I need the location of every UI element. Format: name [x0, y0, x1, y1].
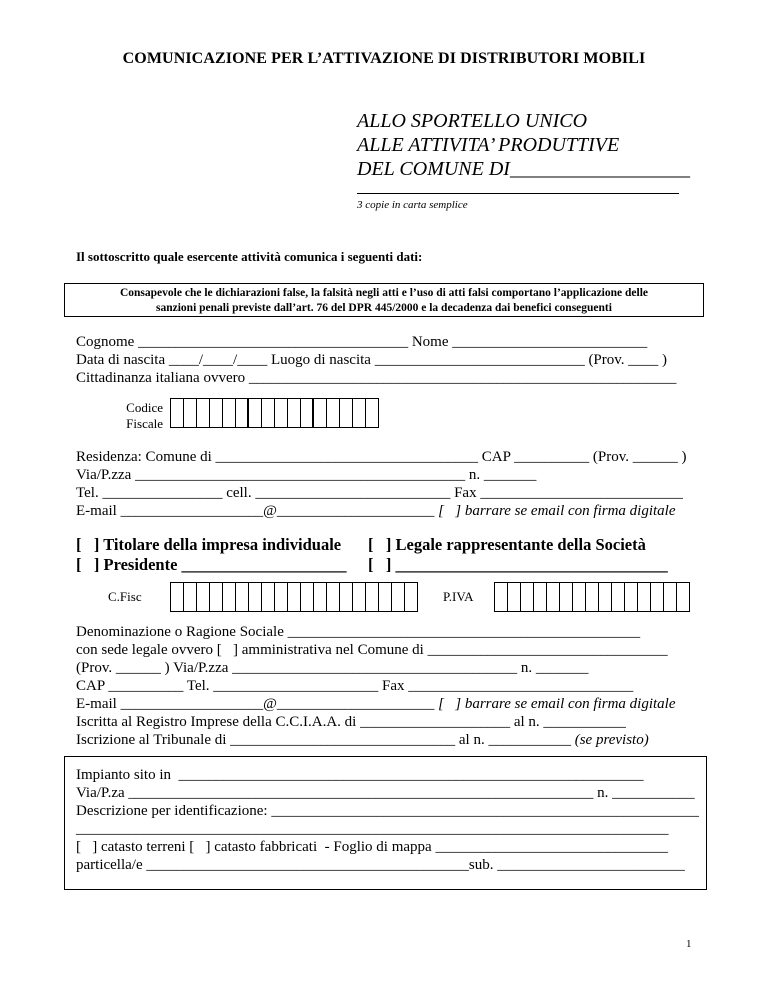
- role-other-checkbox[interactable]: [ ] _________________________________: [368, 555, 668, 574]
- chamber-registration-field[interactable]: Iscritta al Registro Imprese della C.C.I.A.A. di ____________________ al n. ___________: [76, 714, 626, 730]
- character-cell[interactable]: [171, 582, 184, 612]
- vat-cells[interactable]: [494, 582, 690, 612]
- character-cell[interactable]: [236, 398, 249, 428]
- birth-data-field[interactable]: Data di nascita ____/____/____ Luogo di nascita ____________________________ (Prov. ____ ): [76, 352, 668, 368]
- tax-code-label-1: Codice: [126, 400, 163, 415]
- character-cell[interactable]: [379, 582, 392, 612]
- character-cell[interactable]: [249, 398, 262, 428]
- company-seat-field[interactable]: con sede legale ovvero [ ] amministrativa nel Comune di ________________________________: [76, 642, 668, 658]
- character-cell[interactable]: [275, 582, 288, 612]
- company-street-field[interactable]: (Prov. ______ ) Via/P.zza ______________________________________ n. _______: [76, 660, 589, 676]
- character-cell[interactable]: [638, 582, 651, 612]
- plant-description-field[interactable]: Descrizione per identificazione: _________________________________________________________: [76, 803, 699, 819]
- character-cell[interactable]: [495, 582, 508, 612]
- residence-digital-signature-checkbox[interactable]: [ ] barrare se email con firma digitale: [438, 503, 676, 519]
- character-cell[interactable]: [353, 582, 366, 612]
- character-cell[interactable]: [275, 398, 288, 428]
- surname-name-field[interactable]: Cognome ____________________________________ Nome __________________________: [76, 334, 648, 350]
- character-cell[interactable]: [236, 582, 249, 612]
- vat-label: P.IVA: [443, 589, 474, 604]
- character-cell[interactable]: [210, 398, 223, 428]
- character-cell[interactable]: [340, 398, 353, 428]
- character-cell[interactable]: [521, 582, 534, 612]
- tax-code-cells[interactable]: [170, 398, 379, 428]
- character-cell[interactable]: [197, 582, 210, 612]
- character-cell[interactable]: [366, 398, 379, 428]
- character-cell[interactable]: [327, 398, 340, 428]
- warning-line-2: sanzioni penali previste dall’art. 76 del DPR 445/2000 e la decadenza dai benefici conseguenti: [156, 302, 612, 314]
- company-email-blank[interactable]: E-mail ___________________@_____________________: [76, 696, 439, 712]
- citizenship-field[interactable]: Cittadinanza italiana ovvero _________________________________________________________: [76, 370, 677, 386]
- role-president-checkbox[interactable]: [ ] Presidente ____________________: [76, 555, 347, 574]
- court-registration-field[interactable]: [76, 732, 649, 749]
- character-cell[interactable]: [249, 582, 262, 612]
- plant-site-field[interactable]: Impianto sito in ______________________________________________________________: [76, 767, 644, 783]
- residence-email-field[interactable]: [76, 503, 676, 520]
- parcel-field[interactable]: particella/e ___________________________________________sub. _________________________: [76, 857, 685, 873]
- addressee-line-3[interactable]: DEL COMUNE DI__________________: [357, 158, 690, 180]
- character-cell[interactable]: [223, 582, 236, 612]
- warning-box: [64, 283, 704, 317]
- residence-phone-field[interactable]: Tel. ________________ cell. __________________________ Fax ___________________________: [76, 485, 683, 501]
- character-cell[interactable]: [197, 398, 210, 428]
- character-cell[interactable]: [664, 582, 677, 612]
- court-registration-note: (se previsto): [574, 732, 649, 748]
- court-registration-blank[interactable]: Iscrizione al Tribunale di ______________________________ al n. ___________: [76, 732, 575, 748]
- company-email-field[interactable]: [76, 696, 676, 713]
- warning-line-1: Consapevole che le dichiarazioni false, la falsità negli atti e l’uso di atti falsi comportano l’applicazione delle: [119, 287, 648, 299]
- character-cell[interactable]: [262, 398, 275, 428]
- role-sole-owner-checkbox[interactable]: [ ] Titolare della impresa individuale: [76, 535, 342, 554]
- copies-note: 3 copie in carta semplice: [357, 199, 468, 211]
- role-legal-representative-checkbox[interactable]: [ ] Legale rappresentante della Società: [368, 535, 646, 554]
- character-cell[interactable]: [392, 582, 405, 612]
- character-cell[interactable]: [534, 582, 547, 612]
- company-phone-field[interactable]: CAP __________ Tel. ______________________ Fax ______________________________: [76, 678, 634, 694]
- character-cell[interactable]: [301, 398, 314, 428]
- character-cell[interactable]: [612, 582, 625, 612]
- character-cell[interactable]: [262, 582, 275, 612]
- character-cell[interactable]: [651, 582, 664, 612]
- addressee-rule[interactable]: [357, 193, 679, 194]
- character-cell[interactable]: [314, 398, 327, 428]
- residence-municipality-field[interactable]: Residenza: Comune di ___________________________________ CAP __________ (Prov. ______ ): [76, 449, 687, 465]
- document-title: COMUNICAZIONE PER L’ATTIVAZIONE DI DISTRIBUTORI MOBILI: [122, 50, 646, 67]
- addressee-line-1: ALLO SPORTELLO UNICO: [357, 110, 588, 132]
- company-tax-code-label: C.Fisc: [108, 589, 142, 604]
- character-cell[interactable]: [573, 582, 586, 612]
- plant-street-field[interactable]: Via/P.za ______________________________________________________________ n. ___________: [76, 785, 695, 801]
- character-cell[interactable]: [405, 582, 418, 612]
- company-digital-signature-checkbox[interactable]: [ ] barrare se email con firma digitale: [438, 696, 676, 712]
- company-tax-code-cells[interactable]: [170, 582, 418, 612]
- character-cell[interactable]: [171, 398, 184, 428]
- character-cell[interactable]: [210, 582, 223, 612]
- character-cell[interactable]: [586, 582, 599, 612]
- addressee-line-2: ALLE ATTIVITA’ PRODUTTIVE: [357, 134, 620, 156]
- cadastre-field[interactable]: [ ] catasto terreni [ ] catasto fabbricati - Foglio di mappa _______________________________: [76, 839, 668, 855]
- character-cell[interactable]: [353, 398, 366, 428]
- character-cell[interactable]: [547, 582, 560, 612]
- character-cell[interactable]: [288, 582, 301, 612]
- residence-email-blank[interactable]: E-mail ___________________@_____________________: [76, 503, 439, 519]
- character-cell[interactable]: [560, 582, 573, 612]
- tax-code-label-2: Fiscale: [126, 416, 163, 431]
- character-cell[interactable]: [223, 398, 236, 428]
- character-cell[interactable]: [301, 582, 314, 612]
- character-cell[interactable]: [314, 582, 327, 612]
- character-cell[interactable]: [366, 582, 379, 612]
- character-cell[interactable]: [288, 398, 301, 428]
- character-cell[interactable]: [184, 398, 197, 428]
- plant-description-continued-field[interactable]: _______________________________________________________________________________: [76, 821, 669, 837]
- intro-statement: Il sottoscritto quale esercente attività comunica i seguenti dati:: [76, 249, 423, 264]
- character-cell[interactable]: [599, 582, 612, 612]
- character-cell[interactable]: [508, 582, 521, 612]
- character-cell[interactable]: [677, 582, 690, 612]
- character-cell[interactable]: [327, 582, 340, 612]
- character-cell[interactable]: [340, 582, 353, 612]
- residence-street-field[interactable]: Via/P.zza ____________________________________________ n. _______: [76, 467, 537, 483]
- character-cell[interactable]: [625, 582, 638, 612]
- company-name-field[interactable]: Denominazione o Ragione Sociale _______________________________________________: [76, 624, 641, 640]
- page-number: 1: [686, 938, 692, 950]
- character-cell[interactable]: [184, 582, 197, 612]
